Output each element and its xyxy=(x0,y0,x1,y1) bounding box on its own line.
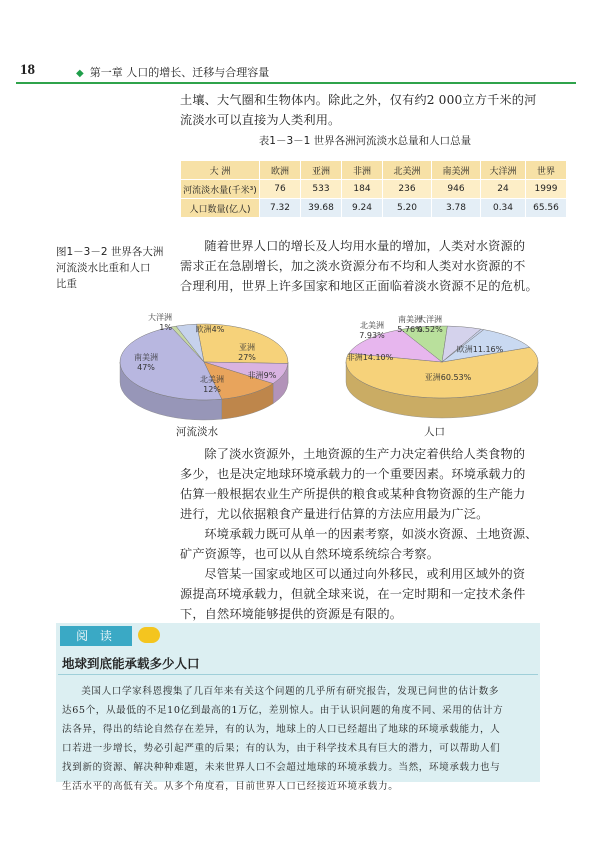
table-col-header: 欧洲 xyxy=(260,161,301,180)
para-line: 需求正在急剧增长，加之淡水资源分布不均和人类对水资源的不 xyxy=(180,259,526,273)
para-line: 多少，也是决定地球环境承载力的一个重要因素。环境承载力的 xyxy=(180,467,526,481)
table-title: 表1－3－1 世界各洲河流淡水总量和人口总量 xyxy=(258,135,472,147)
pie-label: 北美洲 12% xyxy=(200,375,224,394)
reading-line: 达65个，从最低的不足10亿到最高的1万亿，差别惊人。由于认识问题的角度不同、采用的估计方 xyxy=(62,705,504,716)
table-col-header: 非洲 xyxy=(342,161,383,180)
reading-line: 美国人口学家科恩搜集了几百年来有关这个问题的几乎所有研究报告，发现已问世的估计数多 xyxy=(81,686,500,697)
table-col-header: 大洋洲 xyxy=(481,161,526,180)
para-line: 环境承载力既可从单一的因素考察，如淡水资源、土地资源、 xyxy=(204,527,538,541)
population-pie-chart xyxy=(330,310,545,425)
paragraph-water-crisis xyxy=(180,236,550,296)
para-line: 下，自然环境能够提供的资源是有限的。 xyxy=(180,607,403,621)
figure-caption-line: 比重 xyxy=(56,278,77,290)
table-cell: 9.24 xyxy=(342,199,383,218)
para-line: 源提高环境承载力，但就全球来说，在一定时期和一定技术条件 xyxy=(180,587,526,601)
intro-line: 土壤、大气圈和生物体内。除此之外，仅有约2 000立方千米的河 xyxy=(180,93,537,107)
table-col-header: 世界 xyxy=(526,161,567,180)
reading-tab: 阅 读 xyxy=(60,626,132,646)
reading-title: 地球到底能承载多少人口 xyxy=(62,656,200,671)
table-row-label: 人口数量(亿人) xyxy=(181,199,260,218)
pie-label: 非洲9% xyxy=(247,371,277,380)
pie-label: 非洲14.10% xyxy=(346,353,394,362)
para-line: 估算一般根据农业生产所提供的粮食或某种食物资源的生产能力 xyxy=(180,487,526,501)
table-col-header: 亚洲 xyxy=(301,161,342,180)
table-cell: 3.78 xyxy=(432,199,481,218)
chapter-title xyxy=(76,64,269,80)
table-cell: 65.56 xyxy=(526,199,567,218)
population-chart-caption: 人口 xyxy=(424,426,445,438)
table-cell: 236 xyxy=(383,180,432,199)
pie-label: 欧洲4% xyxy=(195,325,225,334)
table-cell: 0.34 xyxy=(481,199,526,218)
pie-label: 南美洲 47% xyxy=(134,353,158,372)
figure-caption-line: 河流淡水比重和人口 xyxy=(56,262,151,274)
pie-label: 欧洲11.16% xyxy=(456,345,504,354)
para-line: 进行，尤以依据粮食产量进行估算的方法应用最为广泛。 xyxy=(180,507,489,521)
chapter-text: 第一章 人口的增长、迁移与合理容量 xyxy=(89,66,270,79)
table-cell: 24 xyxy=(481,180,526,199)
table-cell: 533 xyxy=(301,180,342,199)
header-rule xyxy=(16,82,576,84)
reading-text xyxy=(62,682,534,796)
table-row xyxy=(181,199,567,218)
para-line: 随着世界人口的增长及人均用水量的增加，人类对水资源的 xyxy=(204,239,526,253)
reading-book-icon xyxy=(138,627,160,643)
pie-label: 北美洲 7.93% xyxy=(359,321,385,340)
table-header-row xyxy=(181,161,567,180)
table-row xyxy=(181,180,567,199)
reading-line: 口若进一步增长，势必引起严重的后果；有的认为，由于科学技术具有巨大的潜力，可以帮助人们 xyxy=(62,743,501,754)
table-cell: 946 xyxy=(432,180,481,199)
table-cell: 5.20 xyxy=(383,199,432,218)
table-col-header: 北美洲 xyxy=(383,161,432,180)
table-cell: 1999 xyxy=(526,180,567,199)
reading-line: 生活水平的高低有关。从多个角度看，目前世界人口已经接近环境承载力。 xyxy=(62,781,399,792)
table-cell: 184 xyxy=(342,180,383,199)
para-line: 矿产资源等，也可以从自然环境系统综合考察。 xyxy=(180,547,440,561)
figure-caption-line: 图1－3－2 世界各大洲 xyxy=(56,246,164,258)
pie-label: 亚洲 27% xyxy=(238,343,256,362)
pie-label: 大洋洲 1% xyxy=(148,313,172,332)
intro-paragraph xyxy=(180,90,550,130)
para-line: 除了淡水资源外，土地资源的生产力决定着供给人类食物的 xyxy=(204,447,526,461)
freshwater-pie-chart xyxy=(112,310,302,425)
table-cell: 39.68 xyxy=(301,199,342,218)
reading-line: 找到新的资源、解决种种难题，未来世界人口不会超过地球的环境承载力。当然，环境承载力也与 xyxy=(62,762,501,773)
freshwater-chart-caption: 河流淡水 xyxy=(176,426,218,438)
table-cell: 76 xyxy=(260,180,301,199)
figure-caption xyxy=(56,244,176,292)
table-col-header: 南美洲 xyxy=(432,161,481,180)
page-header xyxy=(0,0,595,82)
para-line: 合理利用，世界上许多国家和地区正面临着淡水资源不足的危机。 xyxy=(180,279,538,293)
page-number: 18 xyxy=(20,62,35,78)
reading-line: 法各异，得出的结论自然存在差异，有的认为，地球上的人口已经超出了地球的环境承载能力，人 xyxy=(62,724,501,735)
pie-label: 大洋洲 0.52% xyxy=(417,315,443,334)
diamond-icon: ◆ xyxy=(76,68,84,79)
table-header-label: 大 洲 xyxy=(181,161,260,180)
intro-line: 流淡水可以直接为人类利用。 xyxy=(180,113,341,127)
paragraph-carrying-capacity xyxy=(180,444,550,624)
pie-label: 南美洲 5.76% xyxy=(397,315,423,334)
freshwater-population-table xyxy=(180,160,567,218)
table-row-label: 河流淡水量(千米³) xyxy=(181,180,260,199)
reading-divider xyxy=(58,674,538,675)
table-cell: 7.32 xyxy=(260,199,301,218)
para-line: 尽管某一国家或地区可以通过向外移民，或利用区域外的资 xyxy=(204,567,526,581)
pie-label: 亚洲60.53% xyxy=(424,373,472,382)
